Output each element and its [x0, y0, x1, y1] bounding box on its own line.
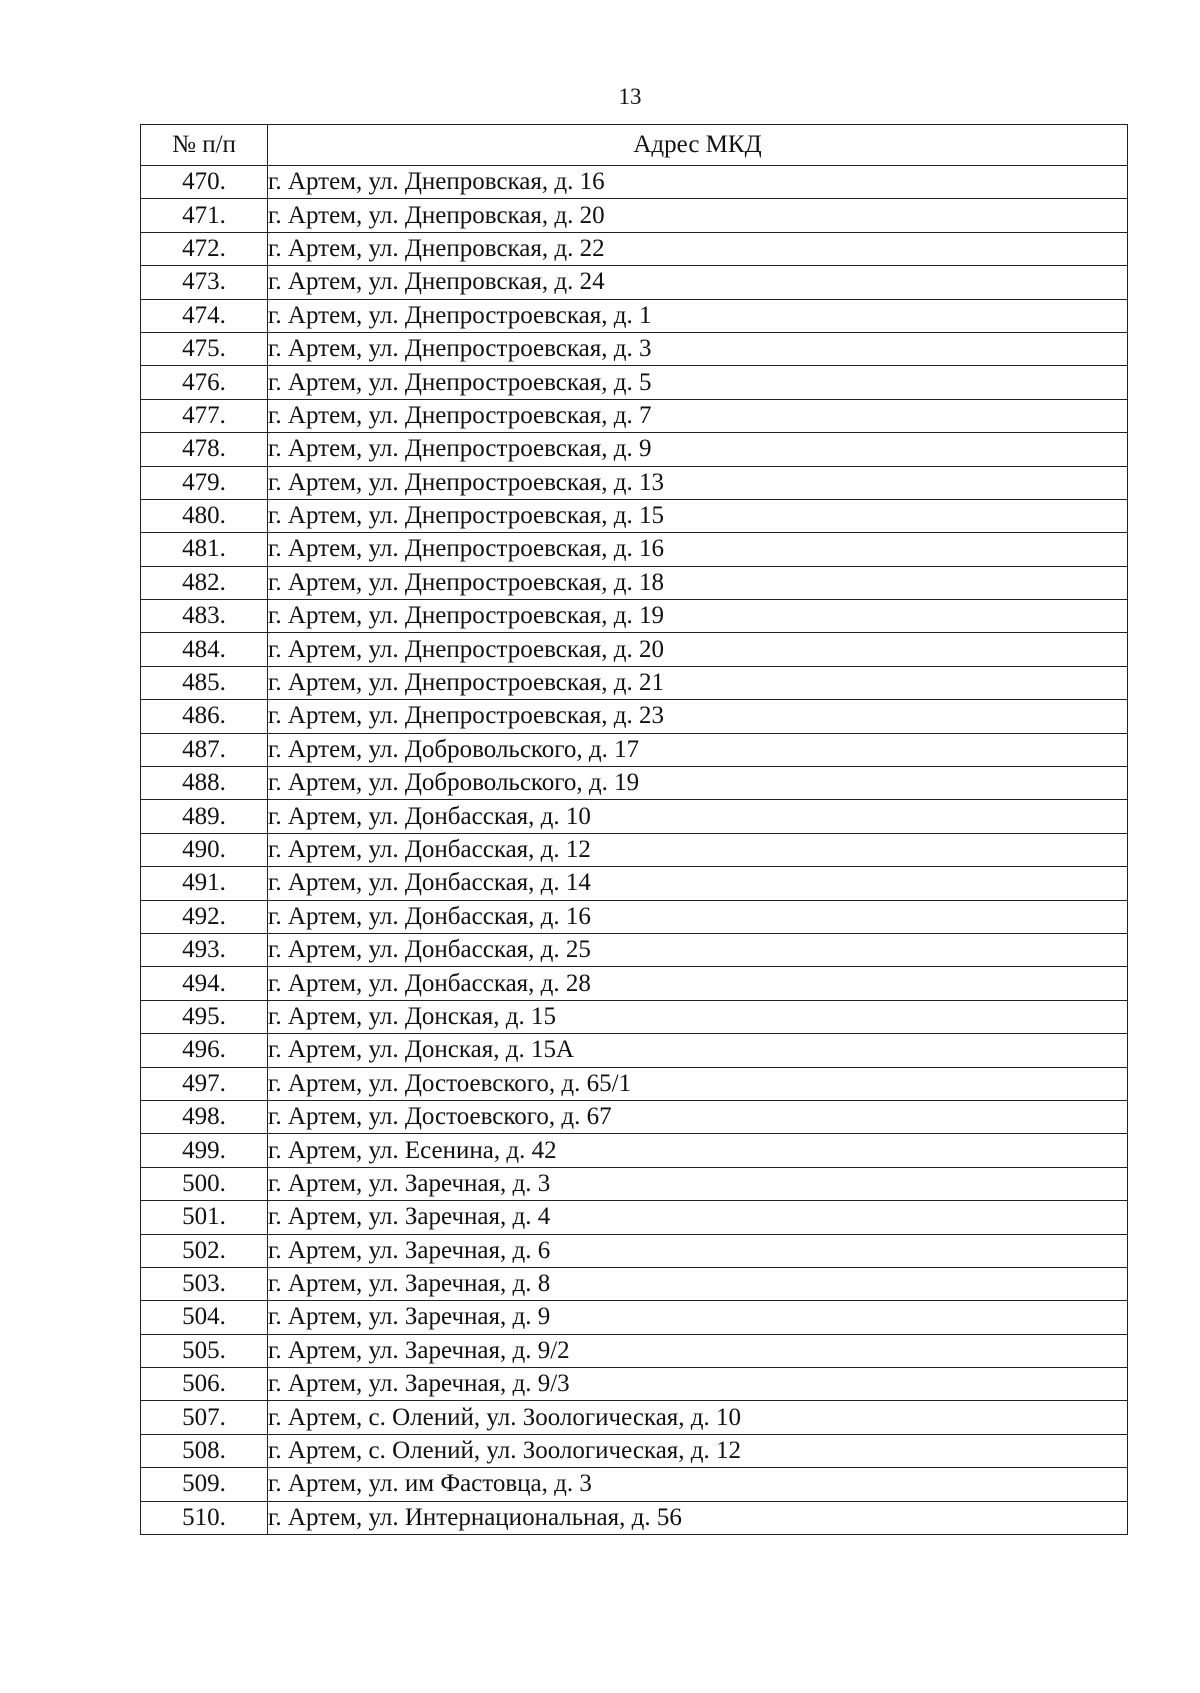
table-row	[141, 366, 1128, 399]
table-body	[141, 166, 1128, 1535]
address-cell: г. Артем, ул. Днепростроевская, д. 7	[268, 399, 1128, 432]
row-number-cell: 488.	[141, 767, 268, 800]
row-number-cell: 491.	[141, 867, 268, 900]
table-row	[141, 1000, 1128, 1033]
address-cell: г. Артем, ул. Днепростроевская, д. 16	[268, 533, 1128, 566]
table-row	[141, 399, 1128, 432]
address-cell: г. Артем, ул. Интернациональная, д. 56	[268, 1501, 1128, 1534]
page-number: 13	[618, 84, 642, 109]
row-number-cell: 507.	[141, 1401, 268, 1434]
row-number-cell: 492.	[141, 900, 268, 933]
address-cell: г. Артем, ул. Донбасская, д. 14	[268, 867, 1128, 900]
address-cell: г. Артем, ул. Заречная, д. 8	[268, 1267, 1128, 1300]
table-row	[141, 933, 1128, 966]
table-row	[141, 1034, 1128, 1067]
table-row	[141, 1334, 1128, 1367]
row-number-cell: 508.	[141, 1434, 268, 1467]
row-number-cell: 506.	[141, 1368, 268, 1401]
table-row	[141, 299, 1128, 332]
table-row	[141, 433, 1128, 466]
address-cell: г. Артем, ул. Днепростроевская, д. 20	[268, 633, 1128, 666]
address-cell: г. Артем, ул. Есенина, д. 42	[268, 1134, 1128, 1167]
table-row	[141, 967, 1128, 1000]
row-number-cell: 476.	[141, 366, 268, 399]
row-number-cell: 494.	[141, 967, 268, 1000]
row-number-cell: 473.	[141, 266, 268, 299]
address-cell: г. Артем, ул. Достоевского, д. 65/1	[268, 1067, 1128, 1100]
row-number-cell: 498.	[141, 1100, 268, 1133]
address-cell: г. Артем, ул. Донбасская, д. 16	[268, 900, 1128, 933]
address-cell: г. Артем, ул. Днепровская, д. 16	[268, 166, 1128, 199]
table-row	[141, 700, 1128, 733]
address-cell: г. Артем, ул. Донская, д. 15А	[268, 1034, 1128, 1067]
table-row	[141, 900, 1128, 933]
address-cell: г. Артем, ул. Донбасская, д. 10	[268, 800, 1128, 833]
table-row	[141, 499, 1128, 532]
address-cell: г. Артем, ул. Днепростроевская, д. 23	[268, 700, 1128, 733]
table-row	[141, 166, 1128, 199]
address-cell: г. Артем, ул. Донбасская, д. 28	[268, 967, 1128, 1000]
table-row	[141, 1501, 1128, 1534]
table-row	[141, 232, 1128, 265]
address-cell: г. Артем, ул. Донбасская, д. 12	[268, 833, 1128, 866]
address-cell: г. Артем, с. Олений, ул. Зоологическая, д. 12	[268, 1434, 1128, 1467]
address-cell: г. Артем, ул. Днепростроевская, д. 15	[268, 499, 1128, 532]
row-number-cell: 481.	[141, 533, 268, 566]
table-row	[141, 1067, 1128, 1100]
header-row	[141, 125, 1128, 166]
address-cell: г. Артем, ул. Днепростроевская, д. 19	[268, 600, 1128, 633]
address-cell: г. Артем, ул. Донбасская, д. 25	[268, 933, 1128, 966]
address-cell: г. Артем, ул. Днепростроевская, д. 9	[268, 433, 1128, 466]
address-cell: г. Артем, ул. Днепровская, д. 20	[268, 199, 1128, 232]
table-row	[141, 1368, 1128, 1401]
row-number-cell: 470.	[141, 166, 268, 199]
address-table	[140, 124, 1128, 1535]
table-row	[141, 800, 1128, 833]
address-cell: г. Артем, ул. Днепростроевская, д. 13	[268, 466, 1128, 499]
row-number-cell: 485.	[141, 666, 268, 699]
table-row	[141, 266, 1128, 299]
row-number-cell: 490.	[141, 833, 268, 866]
row-number-cell: 499.	[141, 1134, 268, 1167]
row-number-cell: 486.	[141, 700, 268, 733]
table-row	[141, 566, 1128, 599]
row-number-cell: 493.	[141, 933, 268, 966]
row-number-cell: 502.	[141, 1234, 268, 1267]
table-row	[141, 833, 1128, 866]
row-number-cell: 482.	[141, 566, 268, 599]
address-cell: г. Артем, ул. Днепростроевская, д. 18	[268, 566, 1128, 599]
row-number-cell: 503.	[141, 1267, 268, 1300]
row-number-cell: 480.	[141, 499, 268, 532]
column-header-number: № п/п	[141, 125, 268, 166]
table-row	[141, 666, 1128, 699]
address-cell: г. Артем, ул. Днепростроевская, д. 3	[268, 332, 1128, 365]
address-cell: г. Артем, ул. Заречная, д. 3	[268, 1167, 1128, 1200]
row-number-cell: 484.	[141, 633, 268, 666]
table-row	[141, 1134, 1128, 1167]
address-cell: г. Артем, ул. Заречная, д. 9	[268, 1301, 1128, 1334]
address-cell: г. Артем, с. Олений, ул. Зоологическая, д. 10	[268, 1401, 1128, 1434]
table-row	[141, 767, 1128, 800]
address-cell: г. Артем, ул. Достоевского, д. 67	[268, 1100, 1128, 1133]
row-number-cell: 478.	[141, 433, 268, 466]
address-cell: г. Артем, ул. Заречная, д. 6	[268, 1234, 1128, 1267]
row-number-cell: 477.	[141, 399, 268, 432]
table-row	[141, 1201, 1128, 1234]
address-cell: г. Артем, ул. Донская, д. 15	[268, 1000, 1128, 1033]
row-number-cell: 489.	[141, 800, 268, 833]
row-number-cell: 500.	[141, 1167, 268, 1200]
row-number-cell: 487.	[141, 733, 268, 766]
table-row	[141, 533, 1128, 566]
table-row	[141, 1267, 1128, 1300]
row-number-cell: 509.	[141, 1468, 268, 1501]
address-cell: г. Артем, ул. Днепростроевская, д. 5	[268, 366, 1128, 399]
table-row	[141, 633, 1128, 666]
table-row	[141, 1468, 1128, 1501]
address-cell: г. Артем, ул. Днепровская, д. 24	[268, 266, 1128, 299]
row-number-cell: 495.	[141, 1000, 268, 1033]
address-cell: г. Артем, ул. Заречная, д. 9/2	[268, 1334, 1128, 1367]
table-row	[141, 1301, 1128, 1334]
table-row	[141, 199, 1128, 232]
address-cell: г. Артем, ул. Днепростроевская, д. 1	[268, 299, 1128, 332]
address-cell: г. Артем, ул. Добровольского, д. 17	[268, 733, 1128, 766]
column-header-address: Адрес МКД	[268, 125, 1128, 166]
row-number-cell: 501.	[141, 1201, 268, 1234]
row-number-cell: 474.	[141, 299, 268, 332]
row-number-cell: 510.	[141, 1501, 268, 1534]
table-row	[141, 733, 1128, 766]
table-row	[141, 332, 1128, 365]
row-number-cell: 483.	[141, 600, 268, 633]
row-number-cell: 479.	[141, 466, 268, 499]
row-number-cell: 504.	[141, 1301, 268, 1334]
table-row	[141, 1167, 1128, 1200]
table-row	[141, 867, 1128, 900]
row-number-cell: 505.	[141, 1334, 268, 1367]
table-row	[141, 1401, 1128, 1434]
address-cell: г. Артем, ул. Добровольского, д. 19	[268, 767, 1128, 800]
row-number-cell: 496.	[141, 1034, 268, 1067]
address-cell: г. Артем, ул. Заречная, д. 9/3	[268, 1368, 1128, 1401]
address-cell: г. Артем, ул. Днепростроевская, д. 21	[268, 666, 1128, 699]
row-number-cell: 471.	[141, 199, 268, 232]
table-row	[141, 600, 1128, 633]
table-row	[141, 1434, 1128, 1467]
row-number-cell: 472.	[141, 232, 268, 265]
table-row	[141, 466, 1128, 499]
table-row	[141, 1100, 1128, 1133]
address-cell: г. Артем, ул. Днепровская, д. 22	[268, 232, 1128, 265]
table-header	[141, 125, 1128, 166]
address-cell: г. Артем, ул. им Фастовца, д. 3	[268, 1468, 1128, 1501]
row-number-cell: 475.	[141, 332, 268, 365]
table-row	[141, 1234, 1128, 1267]
address-cell: г. Артем, ул. Заречная, д. 4	[268, 1201, 1128, 1234]
row-number-cell: 497.	[141, 1067, 268, 1100]
